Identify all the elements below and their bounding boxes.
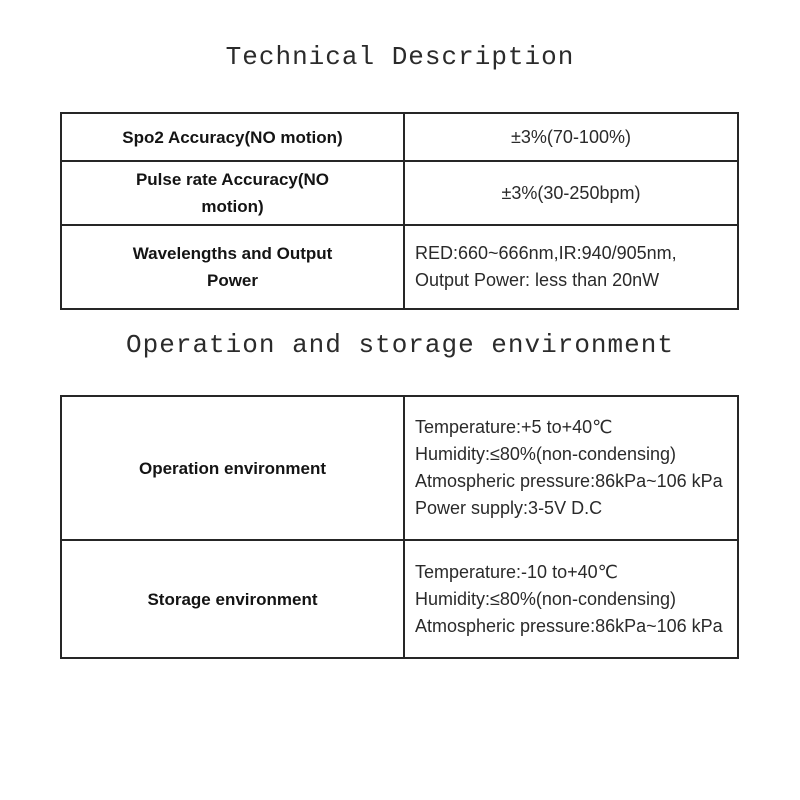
text-line: Atmospheric pressure:86kPa~106 kPa — [415, 615, 723, 636]
table-row-storage-environment — [61, 540, 738, 658]
text-line: Operation environment — [138, 458, 327, 478]
spec-label-spo2-accuracy — [61, 113, 404, 161]
text-line: Power — [206, 271, 259, 290]
spec-value-pulse-rate-accuracy — [404, 161, 738, 225]
spec-label-operation-environment — [61, 396, 404, 540]
table-row-pulse-rate-accuracy — [61, 161, 738, 225]
text-line: Power supply:3-5V D.C — [415, 498, 603, 518]
text-line: ±3%(70-100%) — [511, 126, 631, 147]
text-line: Temperature:-10 to+40℃ — [415, 561, 618, 582]
spec-label-wavelengths-output-power — [61, 225, 404, 309]
section-title-operation-storage-environment: Operation and storage environment — [126, 330, 674, 360]
spec-label-pulse-rate-accuracy — [61, 161, 404, 225]
spec-value-spo2-accuracy — [404, 113, 738, 161]
text-line: motion) — [201, 197, 264, 216]
text-line: Storage environment — [147, 589, 318, 609]
text-line: ±3%(30-250bpm) — [501, 182, 641, 203]
text-line: Humidity:≤80%(non-condensing) — [415, 444, 677, 464]
environment-table — [60, 395, 739, 659]
spec-value-operation-environment — [404, 396, 738, 540]
spec-label-storage-environment — [61, 540, 404, 658]
table-row-operation-environment — [61, 396, 738, 540]
spec-value-storage-environment — [404, 540, 738, 658]
technical-description-table — [60, 112, 739, 310]
text-line: Output Power: less than 20nW — [415, 270, 660, 290]
text-line: RED:660~666nm,IR:940/905nm, — [415, 243, 677, 263]
table-row-spo2-accuracy — [61, 113, 738, 161]
section-title-technical-description: Technical Description — [225, 42, 575, 72]
spec-value-wavelengths-output-power — [404, 225, 738, 309]
text-line: Spo2 Accuracy(NO motion) — [122, 127, 343, 147]
text-line: Atmospheric pressure:86kPa~106 kPa — [415, 471, 723, 491]
text-line: Pulse rate Accuracy(NO — [135, 170, 330, 189]
table-row-wavelengths-output-power — [61, 225, 738, 309]
text-line: Wavelengths and Output — [132, 244, 333, 263]
text-line: Temperature:+5 to+40℃ — [415, 417, 613, 437]
text-line: Humidity:≤80%(non-condensing) — [415, 588, 677, 609]
